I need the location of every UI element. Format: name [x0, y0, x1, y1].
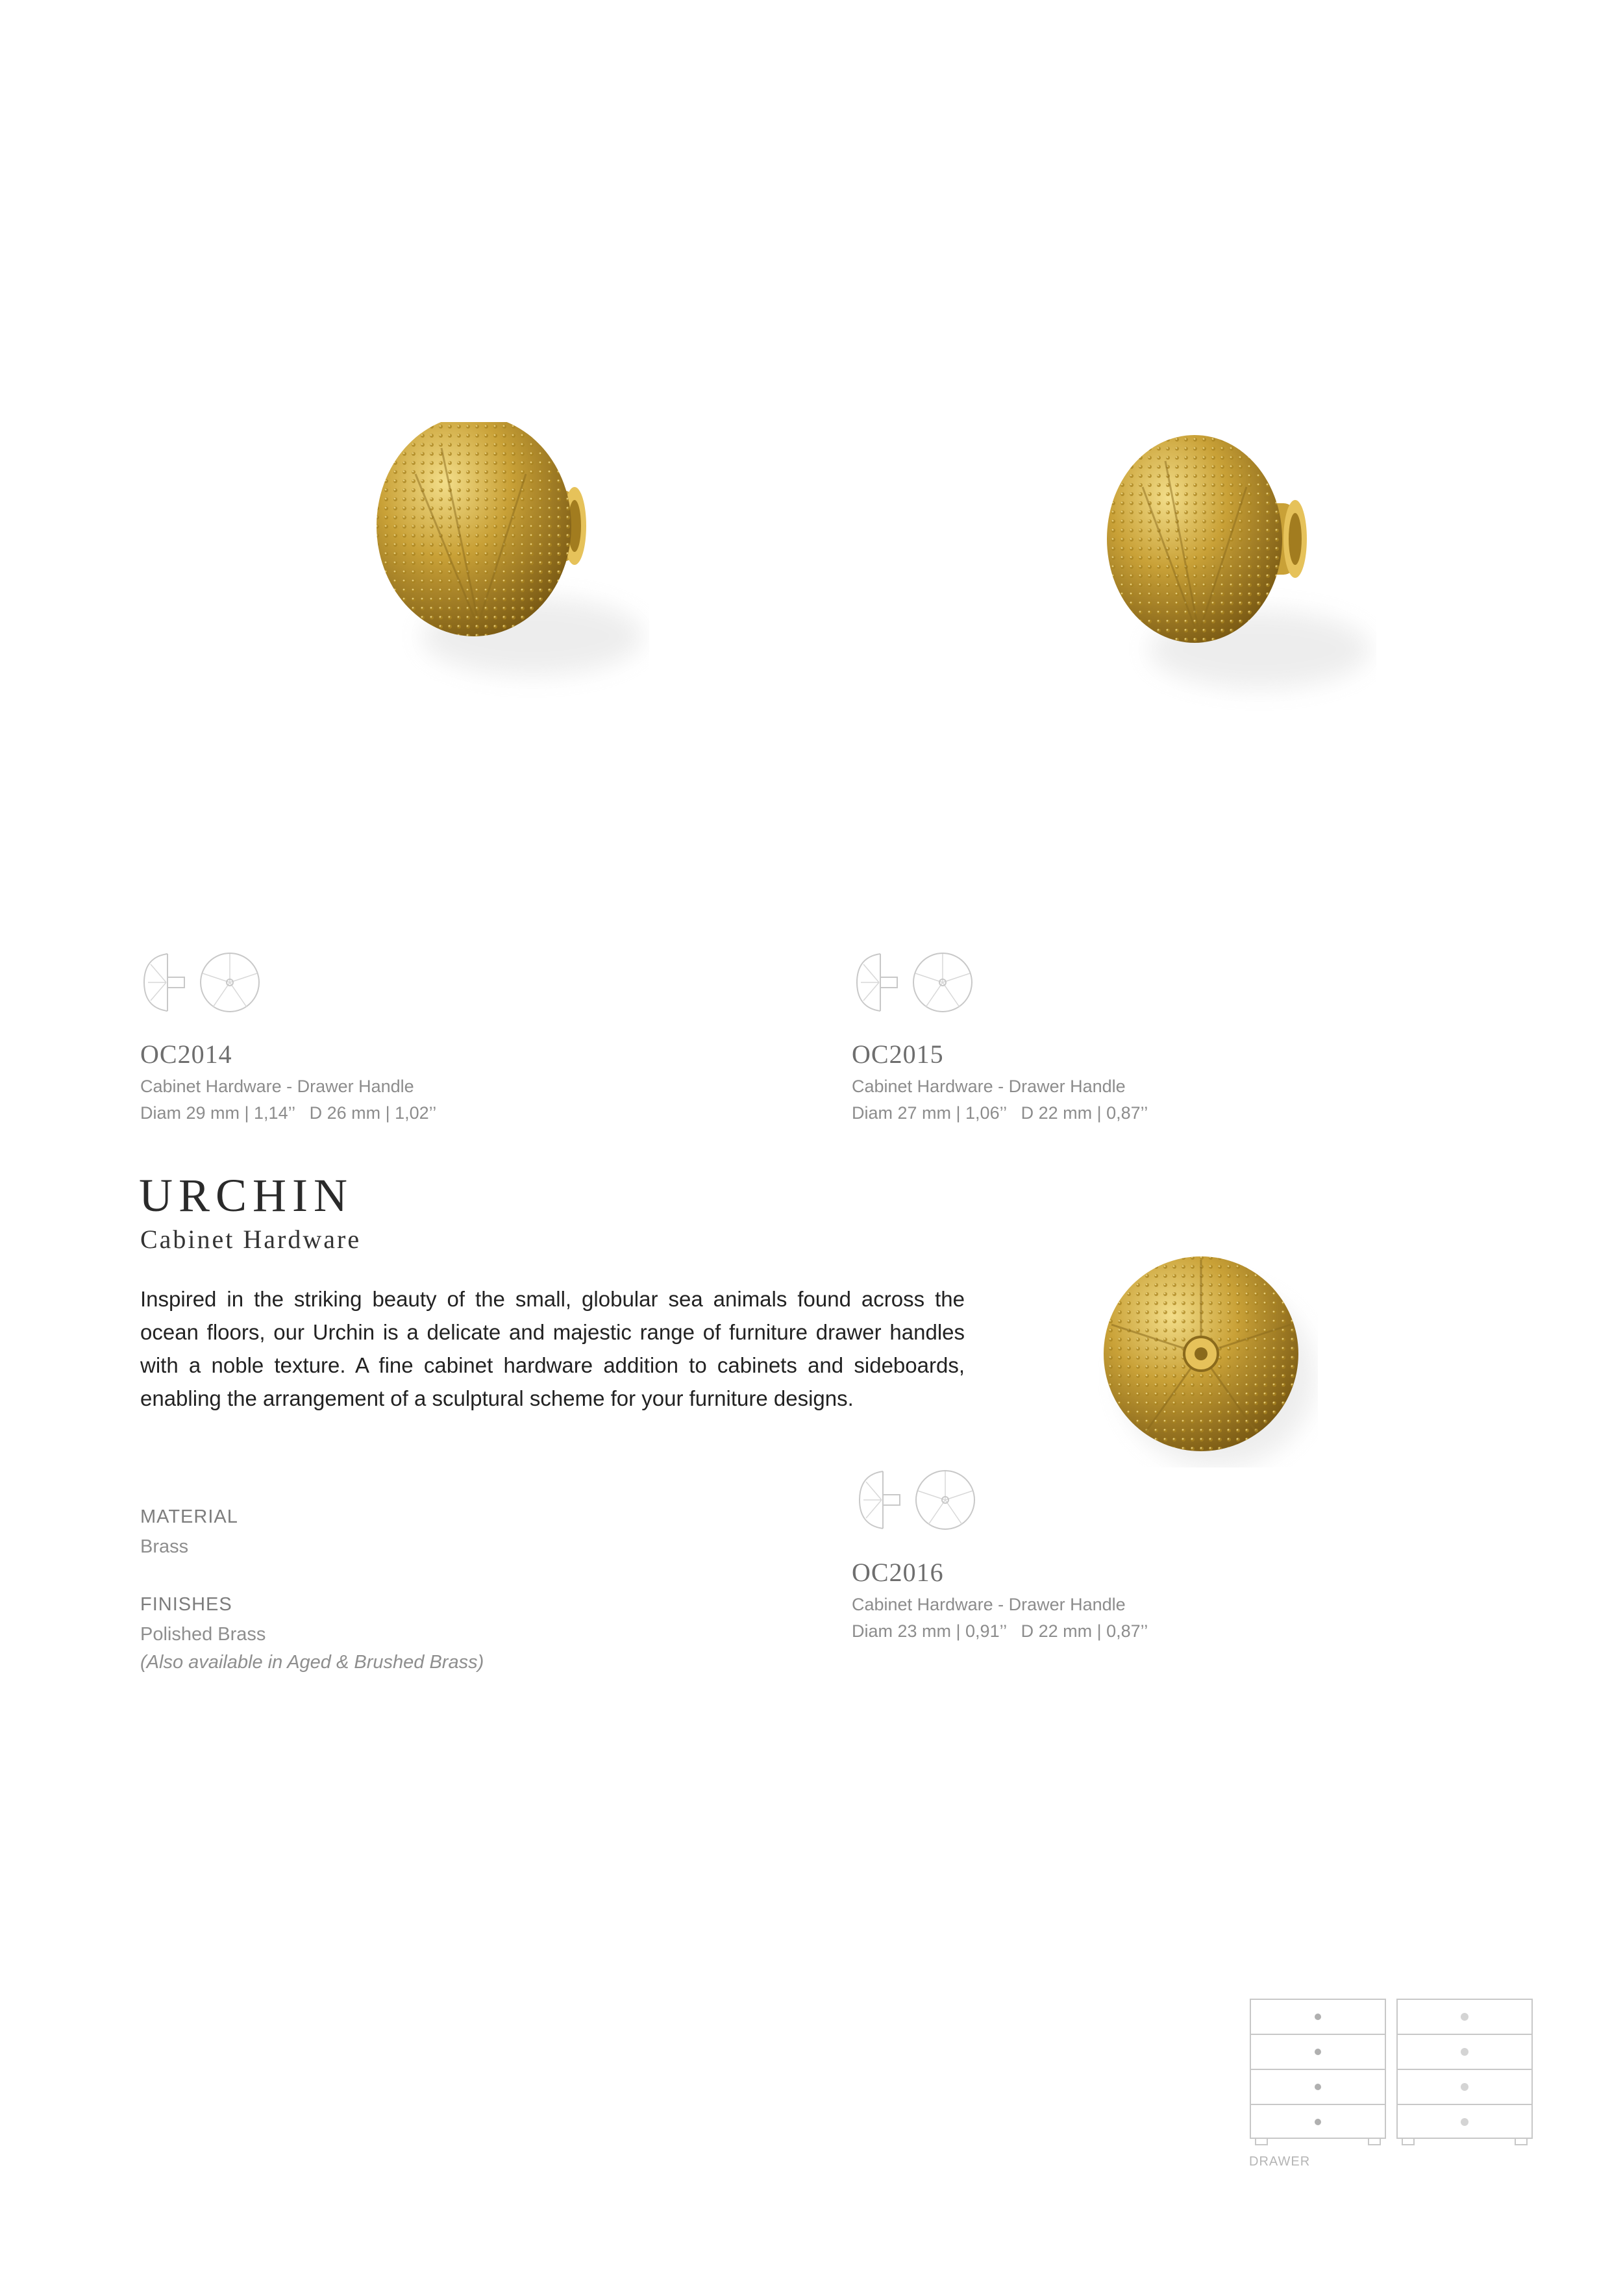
knob-front-outline-icon — [911, 951, 974, 1014]
product-photo-oc2014 — [364, 422, 649, 708]
product-info-oc2015 — [852, 1039, 1148, 1127]
product-dimensions: Diam 27 mm | 1,06’’ D 22 mm | 0,87’’ — [852, 1103, 1148, 1123]
knob-front-outline-icon — [914, 1469, 976, 1531]
collection-subtitle: Cabinet Hardware — [140, 1225, 362, 1254]
product-category: Cabinet Hardware - Drawer Handle — [852, 1595, 1126, 1614]
product-info-oc2014 — [140, 1039, 436, 1127]
finishes-label: FINISHES — [140, 1594, 232, 1615]
knob-side-outline-icon — [854, 951, 902, 1014]
product-outline-icons-oc2014 — [142, 951, 261, 1014]
knob-side-outline-icon — [857, 1469, 905, 1531]
product-code: OC2015 — [852, 1040, 944, 1069]
collection-title: URCHIN — [139, 1169, 354, 1221]
material-value: Brass — [140, 1536, 189, 1557]
finishes-value: Polished Brass — [140, 1624, 266, 1645]
product-category: Cabinet Hardware - Drawer Handle — [140, 1077, 414, 1096]
product-photo-oc2015 — [1091, 435, 1376, 721]
product-category: Cabinet Hardware - Drawer Handle — [852, 1077, 1126, 1096]
finishes-note: (Also available in Aged & Brushed Brass) — [140, 1652, 484, 1673]
product-code: OC2014 — [140, 1040, 232, 1069]
knob-side-outline-icon — [142, 951, 190, 1014]
material-label: MATERIAL — [140, 1506, 238, 1527]
collection-description: Inspired in the striking beauty of the small, globular sea animals found across the ocean floors, our Urchin is a delicate and majestic range of furniture drawer handles with a noble texture. A fine cabinet hardware addition to cabinets and sideboards, enabling the arrangement of a sculptural scheme for your furniture designs. — [140, 1287, 965, 1410]
product-outline-icons-oc2015 — [854, 951, 974, 1014]
product-code: OC2016 — [852, 1558, 944, 1587]
product-photo-oc2016 — [1097, 1253, 1318, 1467]
drawer-caption: DRAWER — [1249, 2154, 1311, 2169]
product-dimensions: Diam 23 mm | 0,91’’ D 22 mm | 0,87’’ — [852, 1621, 1148, 1641]
product-dimensions: Diam 29 mm | 1,14’’ D 26 mm | 1,02’’ — [140, 1103, 437, 1123]
knob-front-outline-icon — [199, 951, 261, 1014]
product-info-oc2016 — [852, 1557, 1148, 1645]
product-outline-icons-oc2016 — [857, 1469, 976, 1531]
drawer-diagram — [1246, 1997, 1539, 2152]
